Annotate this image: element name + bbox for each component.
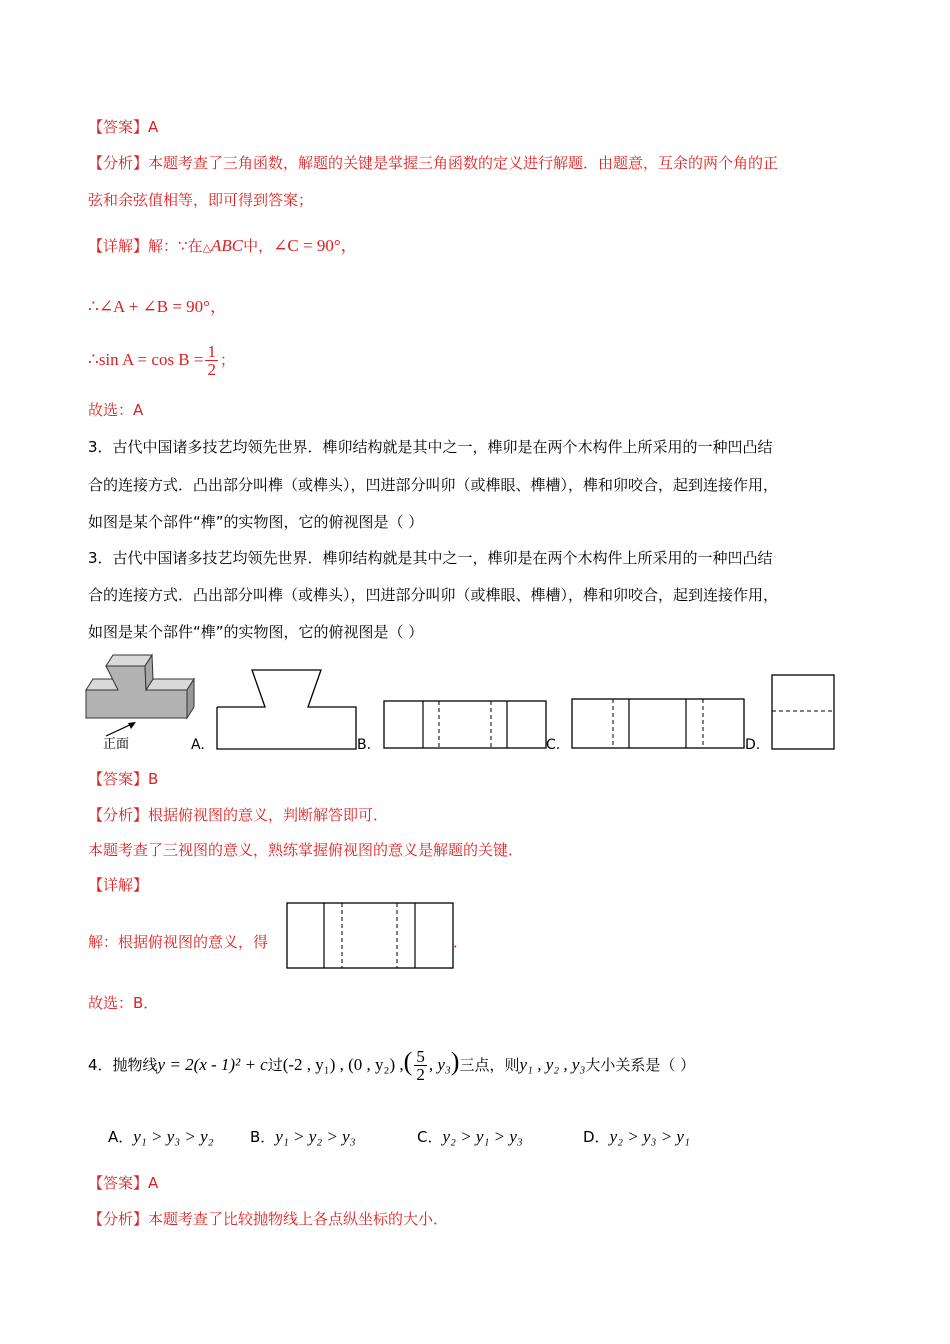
q3-analysis-line2: 本题考查了三视图的意义，熟练掌握俯视图的意义是解题的关键． [88, 841, 524, 859]
q3-stem-line2: 合的连接方式．凸出部分叫榫（或榫头），凹进部分叫卯（或榫眼、榫槽），榫和卯咬合，起到连接作用， [88, 476, 779, 494]
q4-option-d: D．y₂ > y₃ > y₁ [583, 1127, 690, 1146]
q3-analysis-line1 [88, 805, 388, 825]
fraction-five-halves: $\frac{5}{2}$ [416, 1047, 425, 1084]
q4-analysis [88, 1209, 448, 1229]
answer-value: A [148, 118, 159, 136]
solution-prefix: 解：根据俯视图的意义，得 [88, 933, 269, 951]
q4-end: 大小关系是（ ） [585, 1056, 696, 1074]
q3-stem-line2-repeat: 合的连接方式．凸出部分叫榫（或榫头），凹进部分叫卯（或榫眼、榫槽），榫和卯咬合，起到连接作用， [88, 586, 779, 604]
q4-stem [88, 1042, 695, 1085]
q3-answer [88, 769, 158, 789]
q4-option-a: A．y₁ > y₃ > y₂ [108, 1127, 214, 1146]
q2-choose: 故选：A [88, 401, 144, 419]
paren-close: ) [450, 1047, 460, 1076]
q4-suffix: 三点，则 [459, 1056, 520, 1074]
triangle-symbol: △ [202, 241, 212, 254]
analysis-label: 【分析】 [88, 1210, 149, 1228]
q3-stem-line3: 如图是某个部件“榫”的实物图，它的俯视图是（ ） [88, 513, 424, 531]
analysis-label: 【分析】 [88, 154, 149, 172]
vars-list: y₁ , y₂ , y₃ [519, 1055, 586, 1074]
q2-step2 [88, 342, 235, 378]
option-b-label: B. [357, 737, 372, 753]
answer-value: B [148, 770, 159, 788]
q3-stem-line1-repeat: 3．古代中国诸多技艺均领先世界．榫卯结构就是其中之一，榫卯是在两个木构件上所采用的一种凹凸结 [88, 549, 773, 567]
option-d-label: D. [745, 737, 761, 753]
analysis-text: 根据俯视图的意义，判断解答即可． [148, 806, 389, 824]
option-d-figure [771, 674, 835, 750]
q2-analysis-line1 [88, 153, 778, 173]
detail-mid: 中， [243, 237, 274, 255]
front-label: 正面 [103, 737, 130, 752]
q3-detail-label: 【详解】 [88, 876, 149, 894]
solution-suffix: ． [453, 933, 469, 951]
points-list: (-2 , y₁) , (0 , y₂) , [282, 1055, 404, 1074]
q3-solution [88, 932, 268, 952]
q2-answer [88, 117, 158, 137]
fraction-one-half: $\frac{1}{2}$ [207, 342, 216, 379]
paren-open: ( [403, 1047, 413, 1076]
answer-label: 【答案】 [88, 1174, 149, 1192]
point3-y: , y₃ [428, 1055, 451, 1074]
step2-suffix: ； [219, 351, 235, 369]
angle-c: ∠C = 90°， [273, 236, 358, 255]
q3-stem-line3-repeat: 如图是某个部件“榫”的实物图，它的俯视图是（ ） [88, 623, 424, 641]
q4-pass: 过 [267, 1056, 283, 1074]
q4-option-b: B．y₁ > y₂ > y₃ [250, 1127, 356, 1146]
tenon-3d-figure [84, 652, 196, 752]
step2-prefix: ∴sin A = cos B = [88, 350, 204, 369]
option-a-label: A. [191, 737, 205, 753]
q2-detail [88, 236, 358, 258]
q4-prefix: 4．抛物线 [88, 1056, 158, 1074]
option-b-figure [383, 700, 547, 750]
option-c-label: C. [546, 737, 561, 753]
analysis-text: 本题考查了比较抛物线上各点纵坐标的大小． [148, 1210, 449, 1228]
q3-choose: 故选：B． [88, 994, 159, 1012]
q3-stem-line1: 3．古代中国诸多技艺均领先世界．榫卯结构就是其中之一，榫卯是在两个木构件上所采用的一种凹凸结 [88, 438, 773, 456]
parabola-equation: y = 2(x - 1)² + c [157, 1055, 268, 1074]
analysis-text: 本题考查了三角函数，解题的关键是掌握三角函数的定义进行解题．由题意，互余的两个角的正 [148, 154, 779, 172]
q4-answer [88, 1173, 158, 1193]
triangle-name: ABC [211, 236, 244, 255]
q2-analysis-line2: 弦和余弦值相等，即可得到答案； [88, 191, 314, 209]
option-a-figure [216, 669, 358, 751]
q4-option-c: C．y₂ > y₁ > y₃ [417, 1127, 523, 1146]
detail-label: 【详解】 [88, 237, 149, 255]
analysis-label: 【分析】 [88, 806, 149, 824]
answer-label: 【答案】 [88, 770, 149, 788]
solution-top-view-figure [286, 902, 454, 970]
option-c-figure [571, 698, 745, 750]
answer-label: 【答案】 [88, 118, 149, 136]
detail-prefix: 解：∵在 [148, 237, 203, 255]
answer-value: A [148, 1174, 159, 1192]
q2-step1: ∴∠A + ∠B = 90°， [88, 297, 227, 316]
